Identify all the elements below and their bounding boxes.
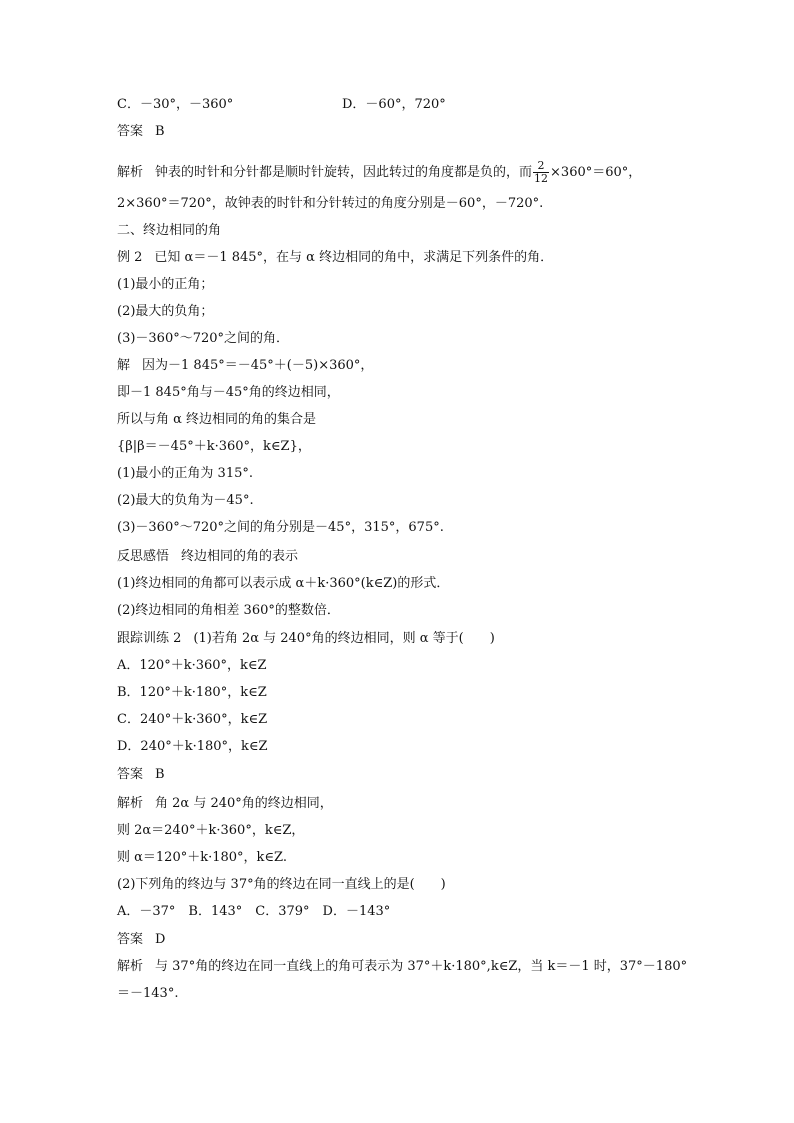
practice-question-2-options bbox=[117, 903, 390, 921]
solution-text-6: (2)最大的负角为－45°. bbox=[117, 493, 254, 508]
option-d-text: D．－60°，720° bbox=[342, 97, 446, 112]
practice-analysis-1 bbox=[117, 795, 333, 813]
practice-analysis-1-text: 角 2α 与 240°角的终边相同， bbox=[155, 796, 333, 811]
solution-line-4 bbox=[117, 438, 311, 456]
fraction bbox=[533, 160, 549, 185]
answer-label: 答案 bbox=[117, 124, 144, 139]
practice-option-d bbox=[117, 738, 268, 756]
solution-line-6 bbox=[117, 492, 254, 510]
practice-answer-2 bbox=[117, 931, 165, 949]
analysis-label: 解析 bbox=[117, 959, 144, 974]
analysis-label: 解析 bbox=[117, 796, 144, 811]
solution-text-2: 即－1 845°角与－45°角的终边相同， bbox=[117, 385, 340, 400]
analysis-line-2 bbox=[117, 195, 543, 213]
practice-option-c-text: C．240°＋k·360°，k∈Z bbox=[117, 712, 268, 727]
solution-text-7: (3)－360°～720°之间的角分别是－45°，315°，675°. bbox=[117, 520, 444, 535]
solution-text-3: 所以与角 α 终边相同的角的集合是 bbox=[117, 412, 317, 427]
solution-text-4: {β|β＝－45°＋k·360°，k∈Z}， bbox=[117, 439, 311, 454]
practice-option-b-text: B．120°＋k·180°，k∈Z bbox=[117, 685, 267, 700]
practice-analysis-2-line-2 bbox=[117, 985, 178, 1003]
practice-question-2-text: (2)下列角的终边与 37°角的终边在同一直线上的是( ) bbox=[117, 877, 446, 892]
question-1-text: (1)最小的正角； bbox=[117, 277, 214, 292]
practice-option-b bbox=[117, 684, 267, 702]
example-line bbox=[117, 249, 553, 267]
answer-label: 答案 bbox=[117, 932, 144, 947]
answer-line-1 bbox=[117, 123, 165, 141]
example-label: 例 2 bbox=[117, 250, 143, 265]
solution-text-5: (1)最小的正角为 315°. bbox=[117, 466, 253, 481]
reflection-heading bbox=[117, 548, 298, 566]
analysis-text-2: 2×360°＝720°，故钟表的时针和分针转过的角度分别是－60°，－720°. bbox=[117, 196, 544, 211]
practice-question-1 bbox=[117, 630, 495, 648]
solution-label: 解 bbox=[117, 358, 131, 373]
question-3 bbox=[117, 330, 289, 348]
practice-analysis-1-line-2 bbox=[117, 822, 304, 840]
question-2 bbox=[117, 303, 213, 321]
practice-option-a bbox=[117, 657, 267, 675]
fraction-numerator: 2 bbox=[533, 160, 549, 173]
practice-label: 跟踪训练 2 bbox=[117, 631, 182, 646]
practice-answer-1 bbox=[117, 766, 165, 784]
reflection-point-1-text: (1)终边相同的角都可以表示成 α＋k·360°(k∈Z)的形式． bbox=[117, 576, 450, 591]
answer-label: 答案 bbox=[117, 767, 144, 782]
answer-value: D bbox=[155, 932, 166, 947]
practice-option-a-text: A．120°＋k·360°，k∈Z bbox=[117, 658, 267, 673]
practice-option-c bbox=[117, 711, 267, 729]
solution-line-3 bbox=[117, 411, 316, 429]
section-heading-text: 二、终边相同的角 bbox=[117, 223, 222, 238]
example-text: 已知 α＝－1 845°，在与 α 终边相同的角中，求满足下列条件的角． bbox=[154, 250, 554, 265]
reflection-point-2-text: (2)终边相同的角相差 360°的整数倍． bbox=[117, 603, 340, 618]
solution-text-1: 因为－1 845°＝－45°＋(－5)×360°， bbox=[142, 358, 374, 373]
solution-line-1 bbox=[117, 357, 373, 375]
analysis-line-1 bbox=[117, 160, 641, 185]
reflection-point-1 bbox=[117, 575, 449, 593]
question-2-text: (2)最大的负角； bbox=[117, 304, 214, 319]
analysis-text-b: ×360°＝60°， bbox=[550, 165, 642, 180]
solution-line-5 bbox=[117, 465, 253, 483]
answer-value: B bbox=[155, 124, 165, 139]
answer-value: B bbox=[155, 767, 165, 782]
practice-analysis-2 bbox=[117, 958, 687, 976]
practice-analysis-2-text-2: ＝－143°. bbox=[117, 986, 179, 1001]
option-c bbox=[117, 96, 446, 114]
analysis-label: 解析 bbox=[117, 165, 144, 180]
solution-line-7 bbox=[117, 519, 444, 537]
reflection-label: 反思感悟 bbox=[117, 549, 170, 564]
practice-question-2 bbox=[117, 876, 446, 894]
section-heading bbox=[117, 222, 221, 240]
reflection-point-2 bbox=[117, 602, 340, 620]
question-3-text: (3)－360°～720°之间的角． bbox=[117, 331, 290, 346]
reflection-title: 终边相同的角的表示 bbox=[181, 549, 299, 564]
practice-option-d-text: D．240°＋k·180°，k∈Z bbox=[117, 739, 268, 754]
solution-line-2 bbox=[117, 384, 340, 402]
option-c-text: C．－30°，－360° bbox=[117, 97, 234, 112]
question-1 bbox=[117, 276, 213, 294]
practice-question-2-options-text: A．－37° B．143° C．379° D．－143° bbox=[117, 904, 391, 919]
practice-analysis-1-text-2: 则 2α＝240°＋k·360°，k∈Z， bbox=[117, 823, 305, 838]
practice-analysis-1-line-3 bbox=[117, 849, 287, 867]
fraction-denominator: 12 bbox=[534, 172, 549, 185]
practice-question-1-text: (1)若角 2α 与 240°角的终边相同，则 α 等于( ) bbox=[193, 631, 495, 646]
analysis-text-a: 钟表的时针和分针都是顺时针旋转，因此转过的角度都是负的，而 bbox=[155, 165, 533, 180]
practice-analysis-2-text: 与 37°角的终边在同一直线上的角可表示为 37°＋k·180°,k∈Z，当 k＝－1 时，37°－180° bbox=[155, 959, 688, 974]
practice-analysis-1-text-3: 则 α＝120°＋k·180°，k∈Z. bbox=[117, 850, 287, 865]
